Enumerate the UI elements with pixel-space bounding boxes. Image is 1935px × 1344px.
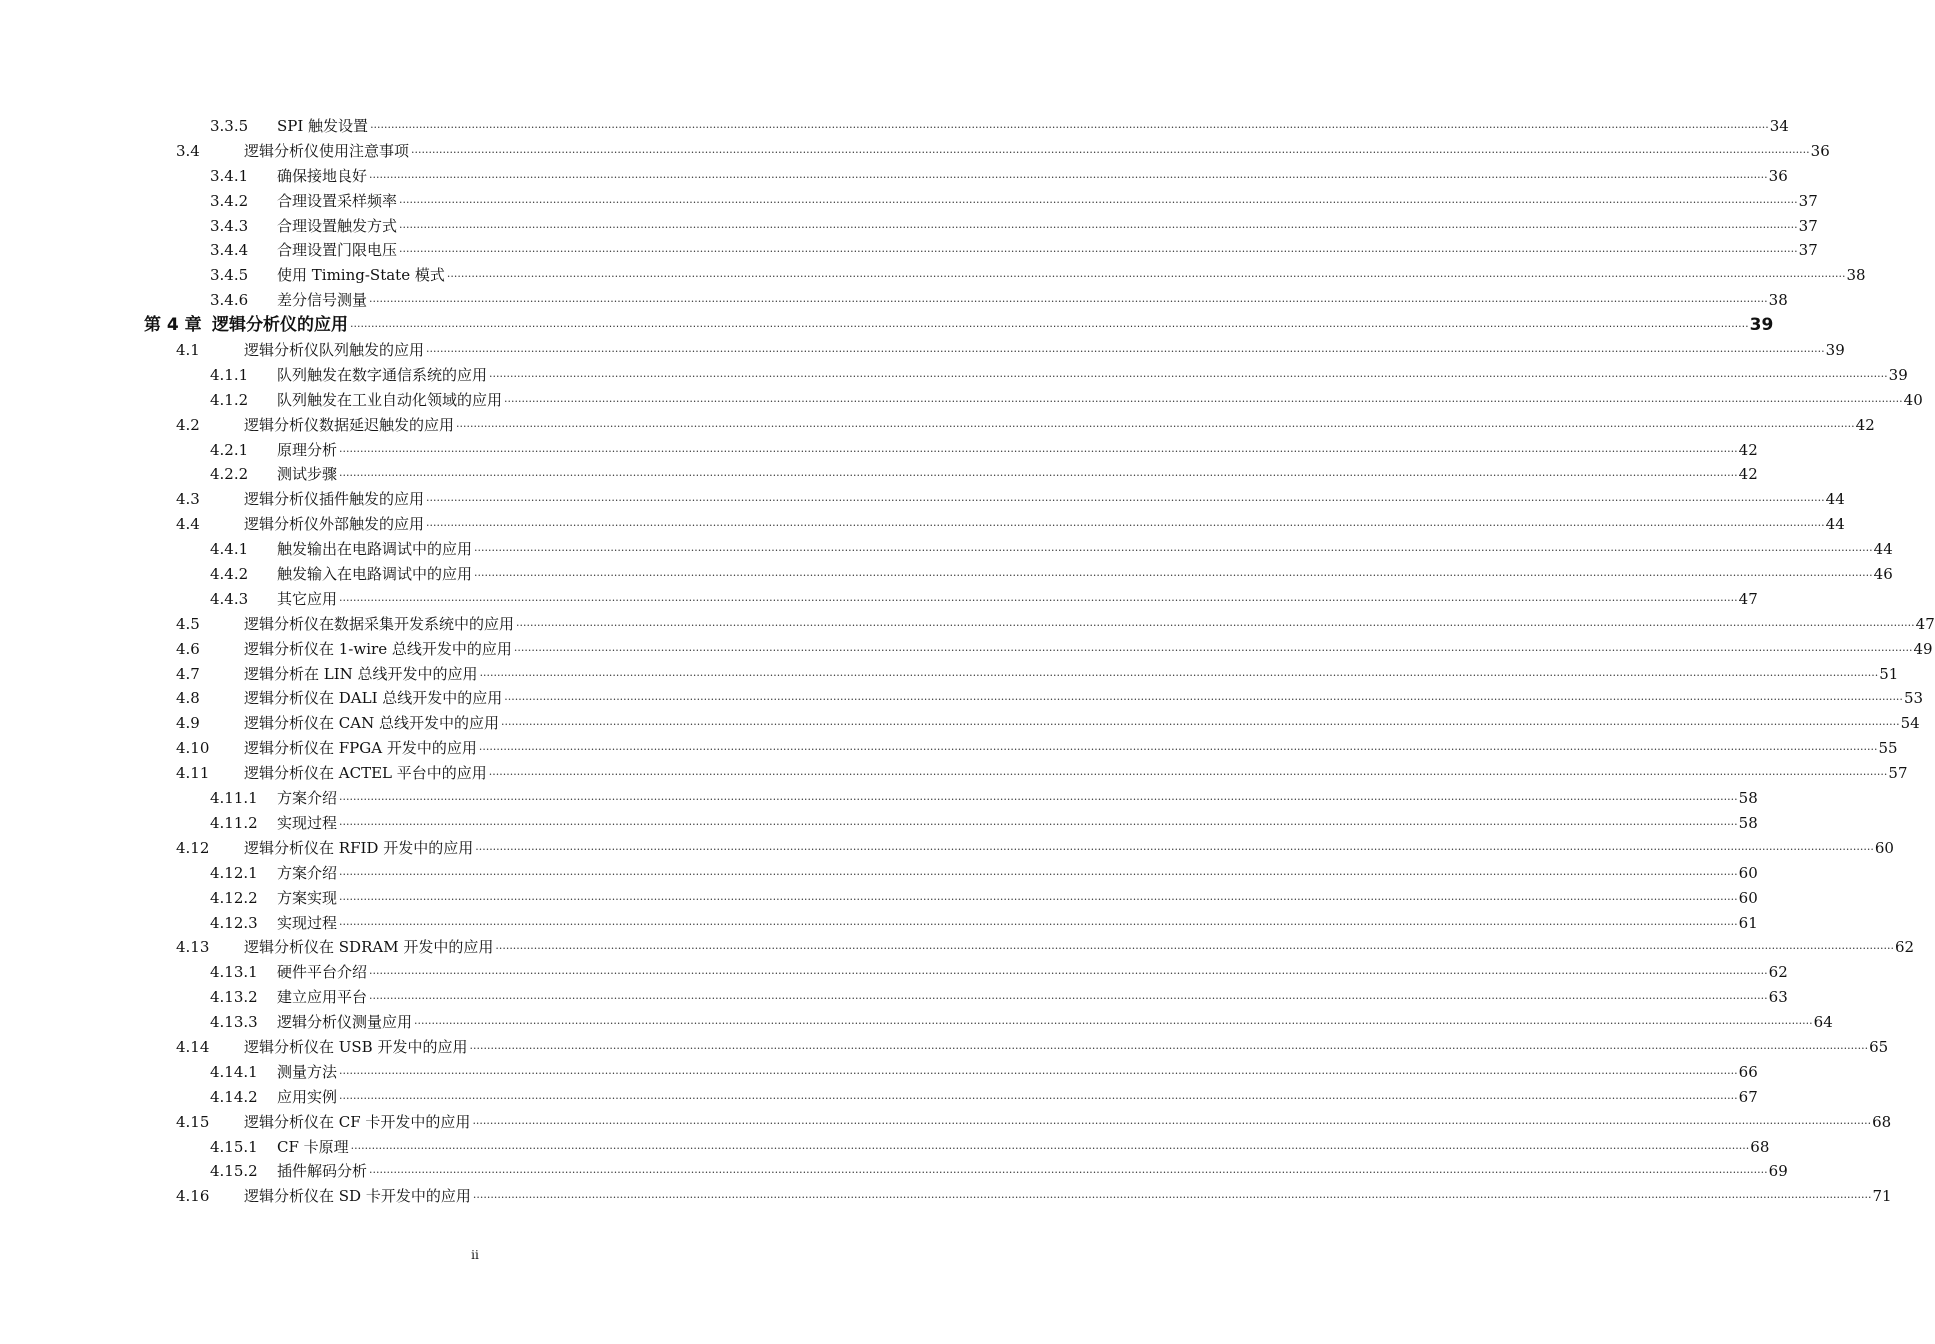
toc-entry-number: 4.3 [176, 490, 200, 509]
toc-entry-page: 44 [1825, 490, 1845, 509]
dot-leader: ················································································································································································································································································································································································································ [469, 1041, 1869, 1055]
dot-leader: ················································································································································································································································································································································································································ [504, 693, 1903, 707]
dot-leader: ················································································································································································································································································································································································································ [339, 793, 1738, 807]
toc-entry-line [277, 537, 1893, 564]
toc-entry-number: 4.1.2 [210, 390, 249, 409]
toc-entry-line [277, 238, 1818, 265]
toc-entry-title: 逻辑分析仪在 1-wire 总线开发中的应用 [244, 639, 512, 658]
toc-entry[interactable] [0, 139, 1830, 164]
toc-entry-page: 68 [1750, 1137, 1770, 1156]
toc-entry-title: 测试步骤 [277, 465, 338, 484]
toc-entry-number: 3.4.2 [210, 191, 249, 210]
toc-entry-title: 逻辑分析仪在 CAN 总线开发中的应用 [244, 714, 499, 733]
toc-entry-line [277, 1085, 1758, 1112]
toc-entry-number: 4.9 [176, 714, 200, 733]
toc-entry-page: 38 [1846, 266, 1866, 285]
toc-entry-title: 逻辑分析仪使用注意事项 [244, 141, 410, 160]
toc-entry-title: 逻辑分析仪测量应用 [277, 1013, 413, 1032]
toc-entry[interactable] [0, 214, 1818, 239]
toc-entry-line [244, 512, 1845, 539]
toc-entry-title: 逻辑分析仪在 FPGA 开发中的应用 [244, 739, 477, 758]
toc-entry-number: 4.2.1 [210, 440, 249, 459]
toc-entry-page: 58 [1738, 789, 1758, 808]
toc-entry-number: 4.13.2 [210, 988, 258, 1007]
toc-entry-line [277, 438, 1758, 465]
toc-entry-title: 方案介绍 [277, 863, 338, 882]
toc-entry[interactable] [0, 886, 1758, 911]
toc-entry-line [277, 1010, 1833, 1037]
dot-leader: ················································································································································································································································································································································································································ [456, 419, 1855, 433]
toc-entry-title: 实现过程 [277, 813, 338, 832]
toc-entry-page: 42 [1738, 440, 1758, 459]
toc-entry-page: 37 [1798, 241, 1818, 260]
toc-entry[interactable] [0, 736, 1898, 761]
toc-entry-number: 4.14.1 [210, 1062, 258, 1081]
toc-entry-line [277, 985, 1788, 1012]
toc-entry-title: 确保接地良好 [277, 166, 368, 185]
toc-entry[interactable] [0, 1085, 1758, 1110]
toc-entry-number: 4.15.1 [210, 1137, 258, 1156]
toc-entry-page: 64 [1813, 1013, 1833, 1032]
toc-entry-title: 建立应用平台 [277, 988, 368, 1007]
toc-entry[interactable] [0, 935, 1915, 960]
toc-entry-number: 4.12.2 [210, 888, 258, 907]
toc-entry-page: 38 [1768, 291, 1788, 310]
toc-entry-line [277, 363, 1908, 390]
dot-leader: ················································································································································································································································································································································································································ [369, 967, 1768, 981]
toc-entry[interactable] [0, 587, 1758, 612]
toc-entry-page: 44 [1873, 540, 1893, 559]
toc-entry-number: 4.13.1 [210, 963, 258, 982]
toc-entry[interactable] [0, 363, 1908, 388]
toc-entry-number: 4.11.2 [210, 813, 258, 832]
toc-entry-title: 实现过程 [277, 913, 338, 932]
toc-entry-page: 44 [1825, 515, 1845, 534]
toc-entry-title: 逻辑分析仪在数据采集开发系统中的应用 [244, 614, 515, 633]
toc-entry-page: 34 [1769, 117, 1789, 135]
toc-entry-line [277, 388, 1923, 415]
toc-entry-page: 63 [1768, 988, 1788, 1007]
toc-entry-number: 4.13.3 [210, 1013, 258, 1032]
dot-leader: ················································································································································································································································································································································································································ [369, 295, 1768, 309]
toc-entry-number: 4.13 [176, 938, 210, 957]
dot-leader: ················································································································································································································································································································································································································ [495, 942, 1894, 956]
toc-entry-title: 逻辑分析仪队列触发的应用 [244, 341, 425, 360]
dot-leader: ················································································································································································································································································································································································································ [339, 867, 1738, 881]
toc-entry-line [277, 114, 1789, 141]
toc-entry-line [277, 861, 1758, 888]
toc-entry-page: 66 [1738, 1062, 1758, 1081]
toc-entry-number: 4.11 [176, 764, 210, 783]
toc-entry[interactable] [0, 1159, 1788, 1184]
toc-entry-page: 37 [1798, 216, 1818, 235]
dot-leader: ················································································································································································································································································································································································································ [489, 369, 1888, 383]
dot-leader: ················································································································································································································································································································································································································ [488, 768, 1888, 782]
toc-entry-title: 逻辑分析仪在 SDRAM 开发中的应用 [244, 938, 494, 957]
toc-entry[interactable] [0, 263, 1866, 288]
toc-entry-page: 60 [1738, 863, 1758, 882]
toc-entry-page: 55 [1878, 739, 1898, 758]
dot-leader: ················································································································································································································································································································································································································ [426, 494, 1825, 508]
toc-entry-title: SPI 触发设置 [277, 117, 369, 135]
toc-entry-line [277, 587, 1758, 614]
dot-leader: ················································································································································································································································································································································································································ [474, 544, 1873, 558]
toc-entry-number: 3.4 [176, 141, 200, 160]
toc-entry-title: 逻辑分析仪数据延迟触发的应用 [244, 415, 455, 434]
table-of-contents [0, 114, 1935, 1209]
dot-leader: ················································································································································································································································································································································································································ [350, 1141, 1750, 1155]
toc-entry[interactable] [0, 911, 1758, 936]
toc-entry[interactable] [0, 761, 1908, 786]
toc-entry-page: 61 [1738, 913, 1758, 932]
dot-leader: ················································································································································································································································································································································································································ [516, 618, 1915, 632]
toc-entry[interactable] [0, 612, 1935, 637]
toc-entry[interactable] [0, 512, 1845, 537]
toc-entry-page: 60 [1874, 838, 1894, 857]
toc-entry-page: 39 [1888, 365, 1908, 384]
toc-entry-line [277, 214, 1818, 241]
toc-entry-line [244, 139, 1830, 166]
toc-entry[interactable] [0, 562, 1893, 587]
toc-entry-title: 逻辑分析仪在 ACTEL 平台中的应用 [244, 764, 487, 783]
dot-leader: ················································································································································································································································································································································································································ [339, 817, 1738, 831]
dot-leader: ················································································································································································································································································································································································································ [411, 145, 1810, 159]
toc-entry-page: 51 [1879, 664, 1899, 683]
toc-entry-title: 方案实现 [277, 888, 338, 907]
dot-leader: ················································································································································································································································································································································································································ [474, 569, 1873, 583]
toc-entry-title: 逻辑分析仪的应用 [212, 315, 348, 336]
toc-entry-page: 42 [1855, 415, 1875, 434]
toc-entry-title: 队列触发在数字通信系统的应用 [277, 365, 488, 384]
toc-entry-page: 36 [1810, 141, 1830, 160]
toc-entry[interactable] [0, 438, 1758, 463]
dot-leader: ················································································································································································································································································································································································································ [339, 892, 1738, 906]
dot-leader: ················································································································································································································································································································································································································ [479, 668, 1879, 682]
toc-entry-line [244, 711, 1920, 738]
dot-leader: ················································································································································································································································································································································································································ [339, 593, 1738, 607]
toc-entry-title: 合理设置门限电压 [277, 241, 398, 260]
toc-entry-page: 53 [1903, 689, 1924, 708]
toc-entry-title: 差分信号测量 [277, 291, 368, 310]
toc-entry[interactable] [0, 388, 1923, 413]
toc-entry-line [277, 886, 1758, 913]
toc-entry-line [244, 736, 1898, 763]
toc-entry-number: 4.12 [176, 838, 210, 857]
toc-entry-page: 71 [1872, 1187, 1892, 1206]
toc-entry[interactable] [0, 711, 1920, 736]
toc-entry-title: 触发输入在电路调试中的应用 [277, 565, 473, 584]
toc-entry-number: 4.4.2 [210, 565, 249, 584]
toc-entry-page: 62 [1894, 938, 1915, 957]
toc-entry-line [244, 487, 1845, 514]
toc-entry-number: 4.15 [176, 1112, 210, 1131]
toc-entry[interactable] [0, 1035, 1889, 1060]
toc-entry-line [244, 1110, 1892, 1137]
toc-entry-page: 69 [1768, 1162, 1788, 1181]
toc-entry-number: 4.15.2 [210, 1162, 258, 1181]
toc-entry-line [244, 686, 1924, 713]
dot-leader: ················································································································································································································································································································································································································ [446, 270, 1846, 284]
toc-entry[interactable] [0, 164, 1788, 189]
toc-entry[interactable] [0, 413, 1875, 438]
dot-leader: ················································································································································································································································································································································································································ [370, 121, 1769, 134]
toc-entry-number: 4.2 [176, 415, 200, 434]
toc-entry-number: 4.4.3 [210, 589, 249, 608]
toc-entry[interactable] [0, 985, 1788, 1010]
dot-leader: ················································································································································································································································································································································································································ [414, 1017, 1813, 1031]
toc-entry-title: CF 卡原理 [277, 1137, 349, 1156]
dot-leader: ················································································································································································································································································································································································································ [399, 245, 1798, 259]
toc-entry-title: 逻辑分析仪在 RFID 开发中的应用 [244, 838, 474, 857]
toc-entry-number: 第 4 章 [144, 315, 202, 336]
toc-entry[interactable] [0, 686, 1924, 711]
dot-leader: ················································································································································································································································································································································································································ [339, 1091, 1738, 1105]
dot-leader: ················································································································································································································································································································································································································ [475, 842, 1874, 856]
toc-entry-line [277, 811, 1758, 838]
toc-entry-number: 4.5 [176, 614, 200, 633]
toc-entry-page: 62 [1768, 963, 1788, 982]
dot-leader: ················································································································································································································································································································································································································ [472, 1191, 1872, 1205]
toc-entry-line [277, 189, 1818, 216]
toc-entry[interactable] [0, 338, 1845, 363]
toc-entry[interactable] [0, 537, 1893, 562]
toc-entry-page: 36 [1768, 166, 1788, 185]
toc-entry[interactable] [0, 1184, 1892, 1209]
toc-entry-number: 3.3.5 [210, 117, 249, 135]
dot-leader: ················································································································································································································································································································································································································ [426, 519, 1825, 533]
toc-entry-page: 47 [1738, 589, 1758, 608]
dot-leader: ················································································································································································································································································································································································································ [426, 345, 1825, 359]
toc-entry-line [277, 288, 1788, 315]
toc-entry-title: 触发输出在电路调试中的应用 [277, 540, 473, 559]
toc-entry-number: 4.14.2 [210, 1087, 258, 1106]
dot-leader: ················································································································································································································································································································································································································ [399, 220, 1798, 234]
toc-entry-number: 4.6 [176, 639, 200, 658]
toc-entry-line [244, 662, 1899, 689]
toc-entry[interactable] [0, 288, 1788, 313]
toc-entry-page: 57 [1888, 764, 1908, 783]
dot-leader: ················································································································································································································································································································································································································ [339, 469, 1738, 483]
toc-entry-page: 42 [1738, 465, 1758, 484]
toc-entry-page: 39 [1749, 315, 1774, 336]
dot-leader: ················································································································································································································································································································································································································ [504, 394, 1903, 408]
toc-entry-number: 4.14 [176, 1037, 210, 1056]
dot-leader: ················································································································································································································································································································································································································ [500, 718, 1900, 732]
dot-leader: ················································································································································································································································································································································································································ [399, 195, 1798, 209]
toc-entry-page: 37 [1798, 191, 1818, 210]
toc-entry-title: 其它应用 [277, 589, 338, 608]
toc-entry-number: 3.4.1 [210, 166, 249, 185]
toc-entry-number: 4.10 [176, 739, 210, 758]
toc-entry-line [277, 164, 1788, 191]
toc-entry[interactable] [0, 114, 1789, 139]
toc-entry-number: 4.16 [176, 1187, 210, 1206]
toc-entry-title: 方案介绍 [277, 789, 338, 808]
toc-entry[interactable] [0, 960, 1788, 985]
toc-entry[interactable] [0, 487, 1845, 512]
toc-entry-title: 测量方法 [277, 1062, 338, 1081]
toc-entry-page: 39 [1825, 341, 1845, 360]
dot-leader: ················································································································································································································································································································································································································ [472, 1116, 1872, 1130]
toc-entry-number: 4.1 [176, 341, 200, 360]
toc-entry-line [277, 562, 1893, 589]
dot-leader: ················································································································································································································································································································································································································ [369, 170, 1768, 184]
toc-entry-line [277, 911, 1758, 938]
dot-leader: ················································································································································································································································································································································································································ [339, 917, 1738, 931]
toc-entry-title: 逻辑分析在 LIN 总线开发中的应用 [244, 664, 478, 683]
toc-entry-line [244, 935, 1915, 962]
toc-entry[interactable] [0, 189, 1818, 214]
toc-entry-page: 58 [1738, 813, 1758, 832]
toc-entry-line [277, 263, 1866, 290]
toc-entry-number: 4.12.3 [210, 913, 258, 932]
toc-entry-title: 合理设置采样频率 [277, 191, 398, 210]
toc-entry-number: 3.4.3 [210, 216, 249, 235]
toc-entry-line [244, 1035, 1889, 1062]
toc-entry-number: 3.4.5 [210, 266, 249, 285]
toc-entry-title: 合理设置触发方式 [277, 216, 398, 235]
toc-entry[interactable] [0, 637, 1933, 662]
toc-entry-line [277, 462, 1758, 489]
toc-entry-number: 4.4 [176, 515, 200, 534]
toc-entry[interactable] [0, 1135, 1770, 1160]
toc-entry-number: 4.8 [176, 689, 200, 708]
toc-entry-line [212, 313, 1774, 340]
toc-entry-number: 4.7 [176, 664, 200, 683]
dot-leader: ················································································································································································································································································································································································································ [350, 320, 1749, 334]
toc-entry[interactable] [0, 1110, 1892, 1135]
toc-entry-title: 逻辑分析仪在 CF 卡开发中的应用 [244, 1112, 471, 1131]
toc-entry-title: 逻辑分析仪插件触发的应用 [244, 490, 425, 509]
toc-entry-line [244, 1184, 1892, 1211]
toc-entry-page: 67 [1738, 1087, 1758, 1106]
toc-entry[interactable] [0, 1060, 1758, 1085]
dot-leader: ················································································································································································································································································································································································································ [339, 444, 1738, 458]
toc-entry-page: 40 [1903, 390, 1923, 409]
toc-entry-line [277, 1135, 1770, 1162]
dot-leader: ················································································································································································································································································································································································································ [339, 1066, 1738, 1080]
toc-entry-page: 68 [1872, 1112, 1892, 1131]
toc-entry[interactable] [0, 786, 1758, 811]
toc-entry[interactable] [0, 662, 1899, 687]
toc-entry[interactable] [0, 313, 1774, 338]
toc-entry-number: 4.12.1 [210, 863, 258, 882]
toc-entry[interactable] [0, 1010, 1833, 1035]
toc-entry-title: 原理分析 [277, 440, 338, 459]
toc-entry-number: 4.11.1 [210, 789, 258, 808]
toc-entry-title: 逻辑分析仪在 SD 卡开发中的应用 [244, 1187, 471, 1206]
toc-entry-title: 逻辑分析仪在 DALI 总线开发中的应用 [244, 689, 503, 708]
toc-entry-number: 3.4.4 [210, 241, 249, 260]
toc-entry[interactable] [0, 836, 1894, 861]
toc-entry-line [244, 338, 1845, 365]
toc-entry-line [244, 637, 1933, 664]
dot-leader: ················································································································································································································································································································································································································ [478, 743, 1878, 757]
toc-entry[interactable] [0, 238, 1818, 263]
toc-entry[interactable] [0, 462, 1758, 487]
toc-entry-line [277, 786, 1758, 813]
toc-entry-page: 60 [1738, 888, 1758, 907]
dot-leader: ················································································································································································································································································································································································································ [369, 1166, 1768, 1180]
toc-entry-title: 应用实例 [277, 1087, 338, 1106]
toc-entry-page: 65 [1869, 1037, 1889, 1056]
dot-leader: ················································································································································································································································································································································································································ [369, 992, 1768, 1006]
toc-entry-line [244, 836, 1894, 863]
toc-entry[interactable] [0, 811, 1758, 836]
toc-entry-page: 49 [1913, 639, 1933, 658]
toc-entry-number: 3.4.6 [210, 291, 249, 310]
dot-leader: ················································································································································································································································································································································································································ [513, 643, 1913, 657]
toc-entry[interactable] [0, 861, 1758, 886]
toc-entry-page: 46 [1873, 565, 1893, 584]
toc-entry-title: 逻辑分析仪外部触发的应用 [244, 515, 425, 534]
toc-entry-page: 54 [1900, 714, 1920, 733]
toc-entry-title: 使用 Timing-State 模式 [277, 266, 445, 285]
toc-entry-title: 逻辑分析仪在 USB 开发中的应用 [244, 1037, 468, 1056]
page-number: ii [471, 1248, 479, 1262]
toc-entry-title: 硬件平台介绍 [277, 963, 368, 982]
toc-entry-number: 4.2.2 [210, 465, 249, 484]
toc-entry-title: 插件解码分析 [277, 1162, 368, 1181]
toc-entry-line [244, 761, 1908, 788]
toc-entry-number: 4.4.1 [210, 540, 249, 559]
toc-entry-line [277, 960, 1788, 987]
toc-entry-line [244, 612, 1935, 639]
toc-entry-title: 队列触发在工业自动化领域的应用 [277, 390, 503, 409]
toc-entry-line [244, 413, 1875, 440]
toc-entry-number: 4.1.1 [210, 365, 249, 384]
toc-entry-line [277, 1060, 1758, 1087]
toc-entry-line [277, 1159, 1788, 1186]
toc-entry-page: 47 [1915, 614, 1935, 633]
